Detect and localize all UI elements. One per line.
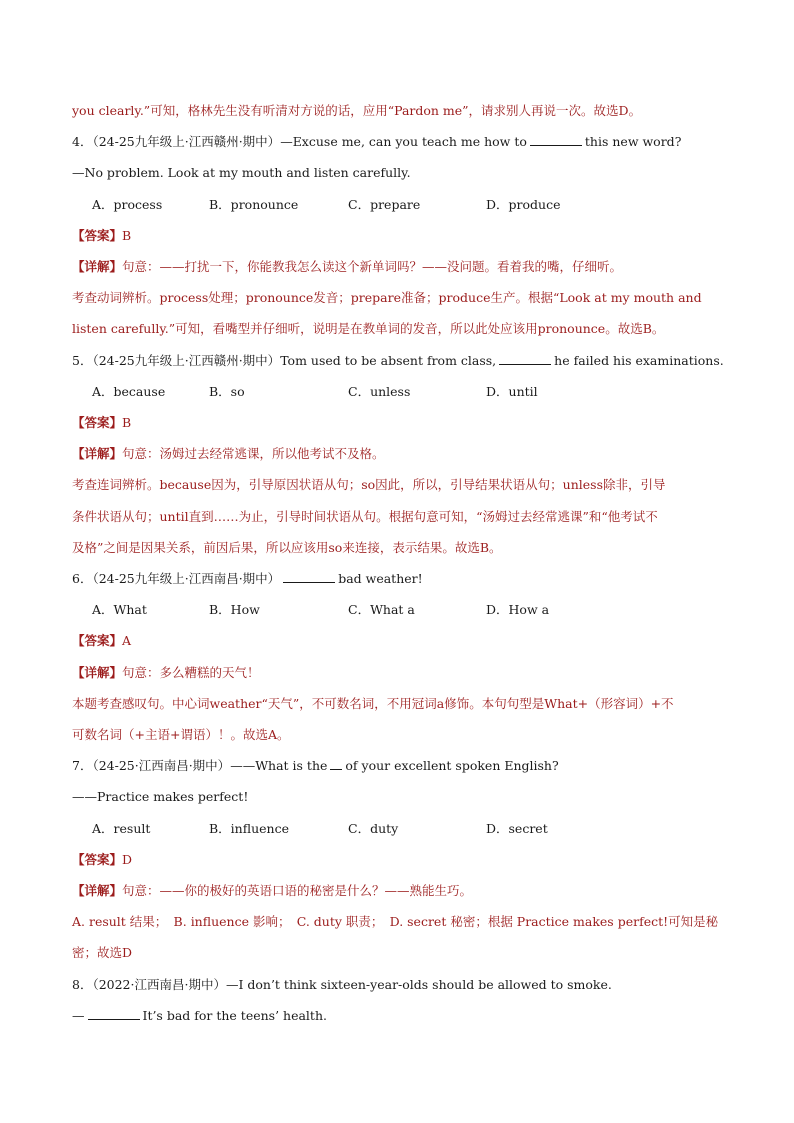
question-number: 4． [72,134,93,149]
option-b: B．How [209,602,260,617]
question-source: （24-25九年级上·江西赣州·期中） [92,353,281,368]
question-6-detail-line2: 本题考查感叹句。中心词weather“天气”，不可数名词，不用冠词a修饰。本句句型是What+（形容词）+不 [72,696,674,711]
question-6-stem [72,570,423,588]
question-number: 8． [72,977,93,992]
stem-text: of your excellent spoken English? [345,758,559,773]
option-c: C．prepare [348,197,421,212]
stem-text: bad weather! [338,571,423,586]
stem-text: — [72,1008,85,1023]
stem-text: he failed his examinations. [554,353,724,368]
question-6-detail-line3: 可数名词（+主语+谓语）！。故选A。 [72,727,290,742]
option-d: D．until [486,384,538,399]
option-a: A．What [92,602,147,617]
answer-blank [330,757,342,770]
question-5-stem [72,352,724,370]
stem-text: this new word? [584,134,682,149]
question-5-detail-line3: 条件状语从句；until直到……为止，引导时间状语从句。根据句意可知，“汤姆过去经常逃课”和“他考试不 [72,509,658,524]
option-c: C．duty [348,821,399,836]
stem-text: —Excuse me, can you teach me how to [280,134,527,149]
question-8-stem-line2 [72,1007,327,1025]
answer-blank [499,352,551,365]
question-7-stem [72,757,559,775]
detail-text: 句意：——打扰一下，你能教我怎么读这个新单词吗？——没问题。看着我的嘴，仔细听。 [122,259,623,274]
answer-label: 【答案】 [72,415,123,430]
question-number: 7． [72,758,93,773]
question-4-stem-line2: —No problem. Look at my mouth and listen carefully. [72,165,411,180]
detail-label: 【详解】 [72,446,123,461]
stem-text: It’s bad for the teens’ health. [142,1008,327,1023]
detail-label: 【详解】 [72,883,123,898]
answer-label: 【答案】 [72,228,123,243]
option-b: B．influence [209,821,289,836]
option-c: C．unless [348,384,411,399]
question-source: （2022·江西南昌·期中） [92,977,226,992]
question-source: （24-25·江西南昌·期中） [92,758,231,773]
option-c: C．What a [348,602,415,617]
detail-label: 【详解】 [72,259,123,274]
question-4-detail-line3: listen carefully.”可知，看嘴型并仔细听，说明是在教单词的发音，所以此处应该用pronounce。故选B。 [72,321,665,336]
question-5-detail [72,445,385,463]
question-7-detail-line2: A. result 结果； B. influence 影响； C. duty 职责； D. secret 秘密；根据 Practice makes perfect!可知是秘 [72,914,719,929]
option-d: D．secret [486,821,548,836]
detail-text: 句意：——你的极好的英语口语的秘密是什么？——熟能生巧。 [122,883,473,898]
stem-text: —I don’t think sixteen-year-olds should be allowed to smoke. [225,977,612,992]
question-7-stem-line2: ——Practice makes perfect! [72,789,249,804]
question-7-answer [72,851,132,869]
question-number: 5． [72,353,93,368]
question-5-detail-line2: 考查连词辨析。because因为，引导原因状语从句；so因此，所以，引导结果状语从句；unless除非，引导 [72,477,666,492]
answer-blank [283,570,335,583]
answer-value: B [122,415,132,430]
option-b: B．pronounce [209,197,299,212]
question-4-answer [72,227,131,245]
option-a: A．process [92,197,163,212]
option-d: D．produce [486,197,561,212]
question-4-stem [72,133,681,151]
question-7-detail [72,882,472,900]
answer-blank [88,1007,140,1020]
answer-value: A [122,633,132,648]
detail-label: 【详解】 [72,665,123,680]
detail-text: 句意：多么糟糕的天气！ [122,665,260,680]
question-4-detail-line2: 考查动词辨析。process处理；pronounce发音；prepare准备；produce生产。根据“Look at my mouth and [72,290,702,305]
option-b: B．so [209,384,245,399]
answer-label: 【答案】 [72,852,123,867]
option-a: A．result [92,821,151,836]
stem-text: Tom used to be absent from class, [280,353,497,368]
answer-label: 【答案】 [72,633,123,648]
question-8-stem [72,976,612,994]
question-5-detail-line4: 及格”之间是因果关系，前因后果，所以应该用so来连接，表示结果。故选B。 [72,540,502,555]
question-6-detail [72,664,260,682]
question-source: （24-25九年级上·江西赣州·期中） [92,134,281,149]
detail-text: 句意：汤姆过去经常逃课，所以他考试不及格。 [122,446,385,461]
option-a: A．because [92,384,166,399]
question-source: （24-25九年级上·江西南昌·期中） [92,571,281,586]
answer-value: B [122,228,132,243]
stem-text: ——What is the [230,758,328,773]
previous-explanation-tail: you clearly.”可知，格林先生没有听清对方说的话，应用“Pardon me”，请求别人再说一次。故选D。 [72,103,642,118]
answer-blank [530,133,582,146]
option-d: D．How a [486,602,550,617]
answer-value: D [122,852,133,867]
question-number: 6． [72,571,93,586]
question-4-detail [72,258,622,276]
question-7-detail-line3: 密；故选D [72,945,133,960]
question-6-answer [72,632,131,650]
question-5-answer [72,414,131,432]
